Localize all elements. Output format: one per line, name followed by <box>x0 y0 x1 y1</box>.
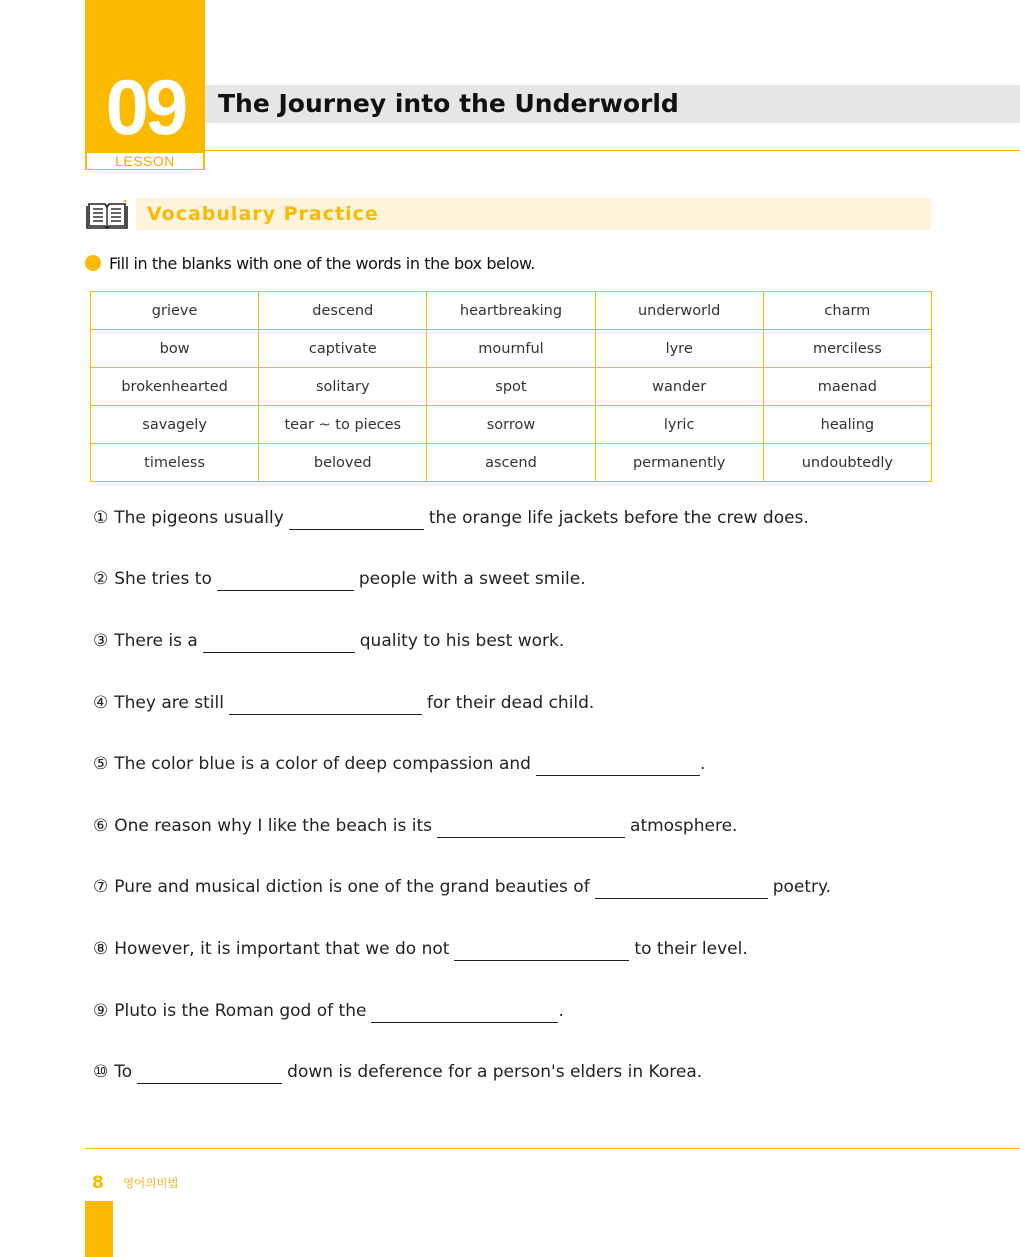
question-text-before: Pluto is the Roman god of the <box>114 1001 367 1021</box>
instruction <box>85 252 535 274</box>
question-5 <box>93 752 705 776</box>
book-name: 영어의비법 <box>123 1176 179 1190</box>
question-text-before: One reason why I like the beach is its <box>114 816 433 836</box>
question-text-before: The color blue is a color of deep compassion and <box>114 754 531 774</box>
question-text-after: for their dead child. <box>426 693 595 713</box>
section-heading-bar <box>136 198 931 230</box>
word-box-cell: savagely <box>91 406 259 444</box>
word-box-cell: spot <box>427 368 595 406</box>
question-text-before: The pigeons usually <box>114 508 284 528</box>
question-number: ⑩ <box>93 1062 109 1082</box>
word-box-row <box>91 368 932 406</box>
answer-blank[interactable] <box>536 756 700 776</box>
page-tab <box>85 1201 113 1257</box>
question-2 <box>93 567 586 591</box>
question-text-after: the orange life jackets before the crew does. <box>428 508 809 528</box>
word-box-row <box>91 292 932 330</box>
word-box-cell: sorrow <box>427 406 595 444</box>
word-box-cell: captivate <box>259 330 427 368</box>
header-divider <box>205 150 1020 151</box>
word-box-row <box>91 444 932 482</box>
page-title: The Journey into the Underworld <box>218 89 679 118</box>
word-box <box>90 291 932 482</box>
answer-blank[interactable] <box>595 879 768 899</box>
answer-blank[interactable] <box>454 941 629 961</box>
word-box-cell: wander <box>595 368 763 406</box>
answer-blank[interactable] <box>371 1003 558 1023</box>
question-text-after: down is deference for a person's elders in Korea. <box>287 1062 703 1082</box>
word-box-cell: lyre <box>595 330 763 368</box>
question-6 <box>93 814 737 838</box>
word-box-cell: tear ~ to pieces <box>259 406 427 444</box>
answer-blank[interactable] <box>203 633 355 653</box>
word-box-cell: timeless <box>91 444 259 482</box>
question-number: ② <box>93 569 109 589</box>
word-box-cell: undoubtedly <box>763 444 931 482</box>
footer-divider <box>85 1148 1020 1149</box>
question-10 <box>93 1060 702 1084</box>
question-9 <box>93 999 564 1023</box>
word-box-cell: mournful <box>427 330 595 368</box>
question-1 <box>93 506 809 530</box>
word-box-cell: grieve <box>91 292 259 330</box>
word-box-row <box>91 406 932 444</box>
answer-blank[interactable] <box>289 510 424 530</box>
open-book-icon <box>85 198 129 232</box>
question-text-before: There is a <box>114 631 198 651</box>
question-text-before: They are still <box>114 693 224 713</box>
question-text-before: She tries to <box>114 569 212 589</box>
question-text-after: quality to his best work. <box>359 631 565 651</box>
question-text-after: people with a sweet smile. <box>358 569 586 589</box>
question-7 <box>93 875 831 899</box>
word-box-cell: beloved <box>259 444 427 482</box>
question-number: ⑤ <box>93 754 109 774</box>
question-text-before: However, it is important that we do not <box>114 939 450 959</box>
answer-blank[interactable] <box>229 695 422 715</box>
section-title: Vocabulary Practice <box>147 203 379 225</box>
word-box-cell: underworld <box>595 292 763 330</box>
question-text-after: . <box>699 754 706 774</box>
title-bar <box>205 85 1020 123</box>
word-box-cell: solitary <box>259 368 427 406</box>
question-number: ⑧ <box>93 939 109 959</box>
question-3 <box>93 629 564 653</box>
answer-blank[interactable] <box>137 1064 282 1084</box>
question-text-after: atmosphere. <box>630 816 738 836</box>
question-text-after: poetry. <box>772 877 832 897</box>
lesson-number: 09 <box>105 63 185 151</box>
lesson-badge <box>85 0 205 170</box>
word-box-cell: bow <box>91 330 259 368</box>
answer-blank[interactable] <box>217 571 354 591</box>
word-box-cell: permanently <box>595 444 763 482</box>
word-box-cell: merciless <box>763 330 931 368</box>
question-text-after: . <box>558 1001 564 1021</box>
question-text-after: to their level. <box>634 939 748 959</box>
question-text-before: To <box>114 1062 133 1082</box>
lesson-label: LESSON <box>86 152 204 170</box>
word-box-cell: healing <box>763 406 931 444</box>
word-box-cell: brokenhearted <box>91 368 259 406</box>
page-number: 8 <box>92 1173 104 1193</box>
instruction-text: Fill in the blanks with one of the words in the box below. <box>109 253 535 273</box>
question-8 <box>93 937 748 961</box>
word-box-cell: ascend <box>427 444 595 482</box>
word-box-cell: descend <box>259 292 427 330</box>
word-box-cell: lyric <box>595 406 763 444</box>
answer-blank[interactable] <box>437 818 625 838</box>
word-box-row <box>91 330 932 368</box>
question-number: ⑦ <box>93 877 109 897</box>
question-number: ① <box>93 508 109 528</box>
question-number: ④ <box>93 693 109 713</box>
question-number: ⑥ <box>93 816 109 836</box>
question-number: ③ <box>93 631 109 651</box>
question-number: ⑨ <box>93 1001 109 1021</box>
word-box-cell: maenad <box>763 368 931 406</box>
word-box-cell: heartbreaking <box>427 292 595 330</box>
question-4 <box>93 691 594 715</box>
word-box-cell: charm <box>763 292 931 330</box>
question-text-before: Pure and musical diction is one of the grand beauties of <box>114 877 590 897</box>
bullet-dot-icon <box>85 255 101 271</box>
